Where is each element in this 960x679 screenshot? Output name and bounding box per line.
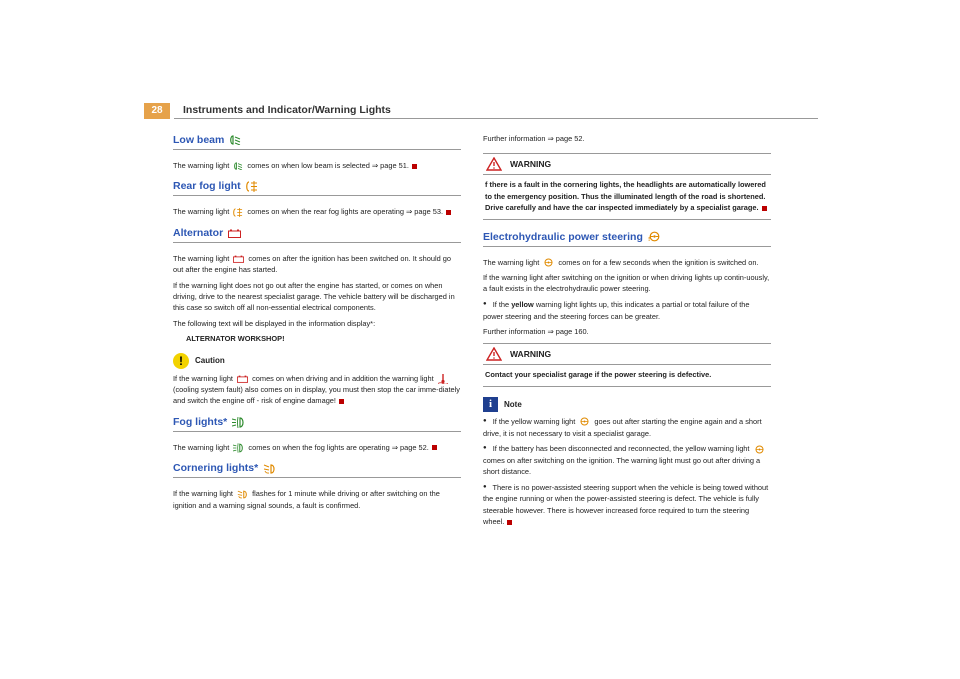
steering-wheel-icon bbox=[648, 231, 661, 242]
warning-heading: WARNING bbox=[483, 344, 771, 365]
cornering-lights-text: If the warning light flashes for 1 minute while driving or after switching on the ignition and a warning signal sounds, a fault is confirmed. bbox=[173, 489, 440, 510]
alternator-text-1: The warning light comes on after the ignition has been switched on. It should go out after the engine has started. bbox=[173, 253, 451, 275]
caution-text: If the warning light comes on when driving and in addition the warning light (cooling system fault) also comes on in display, you must then stop the car imme-diately and switch the engine off - risk of engine damage! bbox=[173, 373, 460, 406]
low-beam-text: The warning light comes on when low beam is selected ⇒ page 51. bbox=[173, 160, 461, 171]
rear-fog-light-icon bbox=[233, 208, 243, 217]
note-bullet-2: ● If the battery has been disconnected and reconnected, the yellow warning light comes on after switching on the ignition. The warning light must go out after driving a short distance. bbox=[483, 443, 771, 478]
warning-text: Contact your specialist garage if the power steering is defective. bbox=[485, 370, 712, 380]
warning-triangle-icon bbox=[486, 157, 502, 171]
header-rule bbox=[174, 118, 818, 119]
battery-icon bbox=[228, 229, 241, 238]
section-heading-cornering-lights: Cornering lights* bbox=[173, 461, 461, 478]
svg-text:!: ! bbox=[647, 237, 651, 243]
section-heading-power-steering: Electrohydraulic power steering ! bbox=[483, 230, 771, 247]
battery-icon bbox=[237, 375, 248, 383]
cornering-light-icon bbox=[237, 490, 248, 499]
battery-icon bbox=[233, 255, 244, 263]
section-heading-low-beam: Low beam bbox=[173, 133, 461, 150]
section-end-mark bbox=[412, 164, 417, 169]
warning-box bbox=[483, 153, 771, 219]
caution-heading: ! Caution bbox=[173, 353, 461, 369]
running-title: Instruments and Indicator/Warning Lights bbox=[183, 104, 391, 116]
warning-heading: WARNING bbox=[483, 154, 771, 175]
rear-fog-light-icon bbox=[246, 181, 258, 192]
section-end-mark bbox=[762, 206, 767, 211]
coolant-temperature-icon bbox=[438, 374, 448, 384]
note-info-icon: i bbox=[483, 397, 498, 412]
section-end-mark bbox=[507, 520, 512, 525]
display-message: ALTERNATOR WORKSHOP! bbox=[186, 334, 285, 344]
section-heading-fog-lights: Fog lights* bbox=[173, 415, 461, 432]
cornering-light-icon bbox=[263, 464, 276, 474]
steering-wheel-icon bbox=[754, 445, 765, 454]
low-beam-icon bbox=[229, 135, 241, 145]
further-information: Further information ⇒ page 52. bbox=[483, 134, 585, 143]
warning-text: f there is a fault in the cornering lights, the headlights are automatically lowered to the emergency position. Thus the illuminated length of the road is shortened. Drive carefully and have the car inspected immediately by a specialist garage. bbox=[485, 180, 766, 213]
rear-fog-text: The warning light comes on when the rear fog lights are operating ⇒ page 53. bbox=[173, 206, 461, 217]
warning-box bbox=[483, 343, 771, 386]
steering-wheel-icon bbox=[579, 417, 590, 426]
note-bullet-1: ● If the yellow warning light goes out after starting the engine again and a short drive, it is not necessary to visit a specialist garage. bbox=[483, 416, 771, 439]
steering-wheel-icon bbox=[543, 258, 554, 267]
power-steering-bullet: ● If the yellow warning light lights up, this indicates a partial or total failure of the power steering and the steering forces can be greater. bbox=[483, 299, 771, 322]
section-end-mark bbox=[432, 445, 437, 450]
section-end-mark bbox=[339, 399, 344, 404]
section-end-mark bbox=[446, 210, 451, 215]
caution-icon: ! bbox=[173, 353, 189, 369]
fog-light-icon bbox=[232, 417, 245, 428]
page-number: 28 bbox=[144, 103, 170, 119]
power-steering-text-1: The warning light comes on for a few seconds when the ignition is switched on. bbox=[483, 257, 759, 267]
section-heading-rear-fog: Rear fog light bbox=[173, 179, 461, 196]
note-bullet-3: ● There is no power-assisted steering support when the vehicle is being towed without the engine running or when the power-assisted steering is defect. The vehicle is fully steerable however. There is however increased force required to turn the steering wheel. bbox=[483, 482, 771, 528]
low-beam-icon bbox=[233, 162, 243, 170]
fog-light-icon bbox=[233, 443, 244, 453]
fog-lights-text: The warning light comes on when the fog lights are operating ⇒ page 52. bbox=[173, 442, 461, 453]
section-heading-alternator: Alternator bbox=[173, 226, 461, 243]
alternator-text-2: If the warning light does not go out after the engine has started, or comes on when driving, drive to the nearest specialist garage. The vehicle battery will be discharged in this case so switch off all non-essential electrical components. bbox=[173, 280, 455, 313]
further-information: Further information ⇒ page 160. bbox=[483, 327, 589, 336]
alternator-text-3: The following text will be displayed in the information display*: bbox=[173, 318, 376, 328]
power-steering-text-2: If the warning light after switching on the ignition or when driving lights up contin-uously, a fault exists in the electrohydraulic power steering. bbox=[483, 273, 770, 294]
warning-triangle-icon bbox=[486, 347, 502, 361]
right-column bbox=[483, 133, 771, 532]
left-column bbox=[173, 133, 461, 515]
note-heading: i Note bbox=[483, 397, 771, 412]
